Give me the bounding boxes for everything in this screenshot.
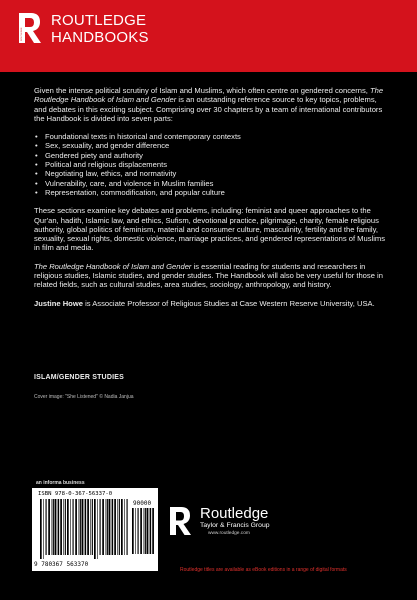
barcode-bar: [135, 508, 136, 554]
barcode-bar: [84, 499, 85, 555]
list-item: • Representation, commodification, and popular culture: [34, 188, 386, 197]
editor-bio: is Associate Professor of Religious Studies at Case Western Reserve University, USA.: [82, 298, 375, 308]
intro-text-end: is an outstanding reference source to key topics, problems, and debates in this exciting subject. Comprising over 30 chapters by a team of international contributors the Handbook is divided into seven parts:: [34, 95, 383, 123]
barcode-bar: [79, 499, 80, 555]
barcode-bar: [80, 499, 81, 555]
barcode-bar: [65, 499, 66, 555]
barcode-bar: [55, 499, 57, 555]
barcode-bar: [46, 499, 47, 555]
barcode-bar: [63, 499, 64, 555]
barcode-bar: [94, 499, 96, 559]
isbn-number: ISBN 978-0-367-56337-0: [38, 491, 113, 497]
barcode-bar: [119, 499, 120, 555]
barcode-bar: [127, 499, 128, 555]
list-item: • Political and religious displacements: [34, 160, 386, 169]
barcode-bar: [67, 499, 69, 555]
readership-paragraph: [34, 262, 386, 290]
barcode-bar: [73, 499, 74, 555]
sections-paragraph: These sections examine key debates and problems, including: feminist and queer approaches to the Qur'an, hadith, Islamic law, and ethics, Sufism, devotional practice, pilgrimage, charity, female religious authority, global politics of feminism, material and consumer culture, masculinity, fertility and the family, sexuality, sexual rights, domestic violence, marriage practices, and gendered representations of Muslims in film and media.: [34, 206, 386, 253]
intro-paragraph: [34, 86, 386, 123]
barcode-bar: [85, 499, 86, 555]
parts-list: [34, 132, 386, 197]
barcode-bar: [97, 499, 98, 559]
ebook-note: Routledge titles are available as eBook editions in a range of digital formats: [180, 567, 347, 573]
barcode-bar: [52, 499, 53, 555]
barcode-bar: [43, 499, 44, 559]
series-name-line2: HANDBOOKS: [51, 29, 149, 46]
barcode-bar: [144, 508, 145, 554]
readership-text: is essential reading for students and researchers in religious studies, Islamic studies, and gender studies. The Handbook will also be very useful for those in related fields, such as cultural studies, area studies, sociology, anthropology, and history.: [34, 261, 383, 290]
intro-book-title: The Routledge Handbook of Islam and Gender: [34, 86, 384, 105]
routledge-publisher-logo-icon: [168, 506, 194, 536]
barcode-bar: [58, 499, 59, 555]
publisher-url: www.routledge.com: [208, 531, 250, 536]
barcode-bar: [60, 499, 62, 555]
list-item: • Sex, sexuality, and gender difference: [34, 141, 386, 150]
barcode-bar: [138, 508, 139, 554]
series-name: [51, 12, 149, 46]
barcode-bar: [112, 499, 113, 555]
barcode-bar: [100, 499, 101, 555]
barcode-bar: [92, 499, 93, 555]
barcode-bar: [111, 499, 112, 555]
list-item: • Vulnerability, care, and violence in Muslim families: [34, 179, 386, 188]
barcode-bar: [145, 508, 146, 554]
barcode-bar: [70, 499, 71, 555]
blurb: [34, 86, 386, 317]
editor-name: Justine Howe: [34, 298, 83, 308]
barcode-bar: [106, 499, 107, 555]
barcode-bar: [53, 499, 54, 555]
barcode-bar: [117, 499, 118, 555]
list-item: • Negotiating law, ethics, and normativity: [34, 169, 386, 178]
barcode-bar: [102, 499, 104, 555]
publisher-tagline: Taylor & Francis Group: [200, 522, 270, 529]
barcode-bar: [48, 499, 50, 555]
barcode-bar: [82, 499, 84, 555]
barcode-bar: [90, 499, 91, 555]
cover-credit: Cover image: "She Listened" © Nadia Janjua: [34, 394, 134, 400]
logo-letters: ROUTLEDGE: [21, 27, 23, 41]
barcode-bar: [75, 499, 77, 555]
intro-text-start: Given the intense political scrutiny of Islam and Muslims, which often centre on gendered concerns,: [34, 86, 370, 95]
barcode-bar: [150, 508, 151, 554]
barcode-digits: 9 780367 563370: [34, 561, 89, 568]
barcode-bar: [107, 499, 108, 555]
barcode-bar: [124, 499, 125, 555]
barcode-bar: [152, 508, 154, 554]
series-header: [0, 0, 417, 72]
subject-category: ISLAM/GENDER STUDIES: [34, 374, 124, 381]
barcode-bar: [121, 499, 123, 555]
barcode-bar: [147, 508, 149, 554]
barcode-bar: [87, 499, 89, 555]
routledge-r-logo-icon: [17, 11, 43, 45]
barcode-bar: [114, 499, 116, 555]
barcode-bar: [40, 499, 42, 559]
price-code: 90000: [133, 500, 152, 507]
barcode-bar: [149, 508, 150, 554]
barcode-bar: [57, 499, 58, 555]
publisher-name: Routledge: [200, 505, 269, 522]
barcode-bar: [140, 508, 142, 554]
barcode-bar: [132, 508, 134, 554]
editor-paragraph: [34, 299, 386, 308]
readership-book-title: The Routledge Handbook of Islam and Gender: [34, 261, 192, 271]
list-item: • Gendered piety and authority: [34, 151, 386, 160]
informa-tagline: an informa business: [36, 480, 85, 486]
barcode-bar: [109, 499, 111, 555]
barcode-bars-addon: [132, 508, 156, 558]
isbn-barcode: [32, 488, 158, 571]
barcode-bars-main: [40, 499, 130, 559]
series-name-line1: ROUTLEDGE: [51, 12, 147, 29]
list-item: • Foundational texts in historical and contemporary contexts: [34, 132, 386, 141]
